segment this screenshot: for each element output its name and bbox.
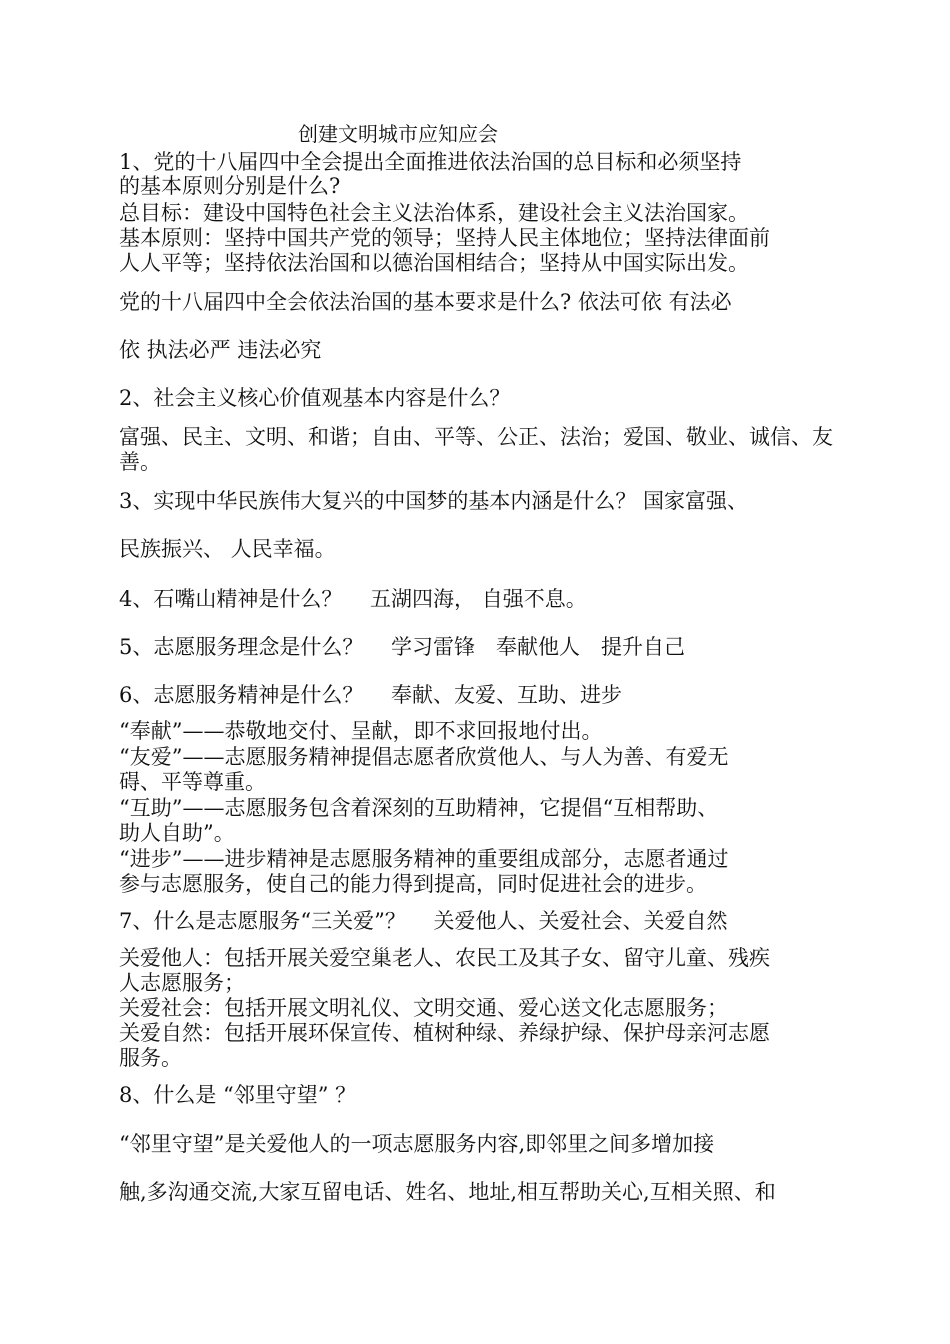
text-line: 依 执法必严 违法必究 [119,339,322,361]
text-line: 碍、平等尊重。 [119,771,266,793]
text-line: 助人自助”。 [119,822,235,844]
text-line: 服务。 [119,1047,182,1069]
document-title: 创建文明城市应知应会 [298,123,498,145]
text-line: 民族振兴、 人民幸福。 [119,538,336,560]
text-line: 关爱社会：包括开展文明礼仪、文明交通、爱心送文化志愿服务； [119,997,728,1019]
text-line: “进步”——进步精神是志愿服务精神的重要组成部分，志愿者通过 [119,848,729,870]
text-line: 党的十八届四中全会依法治国的基本要求是什么? 依法可依 有法必 [119,291,732,313]
text-line: 7、什么是志愿服务“三关爱”？ 关爱他人、关爱社会、关爱自然 [119,910,728,932]
text-line: 4、石嘴山精神是什么？ 五湖四海， 自强不息。 [119,588,587,610]
text-line: “奉献”——恭敬地交付、呈献，即不求回报地付出。 [119,720,603,742]
text-line: 富强、民主、文明、和谐；自由、平等、公正、法治；爱国、敬业、诚信、友 [119,426,833,448]
text-line: 善。 [119,451,161,473]
text-line: 触,多沟通交流,大家互留电话、姓名、地址,相互帮助关心,互相关照、和 [119,1181,776,1203]
text-line: 6、志愿服务精神是什么？ 奉献、友爱、互助、进步 [119,684,623,706]
text-line: 8、什么是 “邻里守望” ？ [119,1084,357,1106]
text-line: 关爱自然：包括开展环保宣传、植树种绿、养绿护绿、保护母亲河志愿 [119,1022,770,1044]
text-line: 的基本原则分别是什么? [119,175,341,197]
text-line: 3、实现中华民族伟大复兴的中国梦的基本内涵是什么？ 国家富强、 [119,490,749,512]
text-line: “互助”——志愿服务包含着深刻的互助精神，它提倡“互相帮助、 [119,797,719,819]
text-line: 总目标：建设中国特色社会主义法治体系，建设社会主义法治国家。 [119,202,749,224]
text-line: 关爱他人：包括开展关爱空巢老人、农民工及其子女、留守儿童、残疾 [119,947,770,969]
text-line: 人人平等；坚持依法治国和以德治国相结合；坚持从中国实际出发。 [119,252,749,274]
text-line: 5、志愿服务理念是什么？ 学习雷锋 奉献他人 提升自己 [119,636,686,658]
text-line: 基本原则：坚持中国共产党的领导；坚持人民主体地位；坚持法律面前 [119,227,770,249]
text-line: 参与志愿服务，使自己的能力得到提高，同时促进社会的进步。 [119,873,707,895]
text-line: 2、社会主义核心价值观基本内容是什么？ [119,387,511,409]
text-line: 人志愿服务； [119,972,245,994]
text-line: “友爱”——志愿服务精神提倡志愿者欣赏他人、与人为善、有爱无 [119,746,729,768]
text-line: “邻里守望”是关爱他人的一项志愿服务内容,即邻里之间多增加接 [119,1133,715,1155]
text-line: 1、党的十八届四中全会提出全面推进依法治国的总目标和必须坚持 [119,151,742,173]
